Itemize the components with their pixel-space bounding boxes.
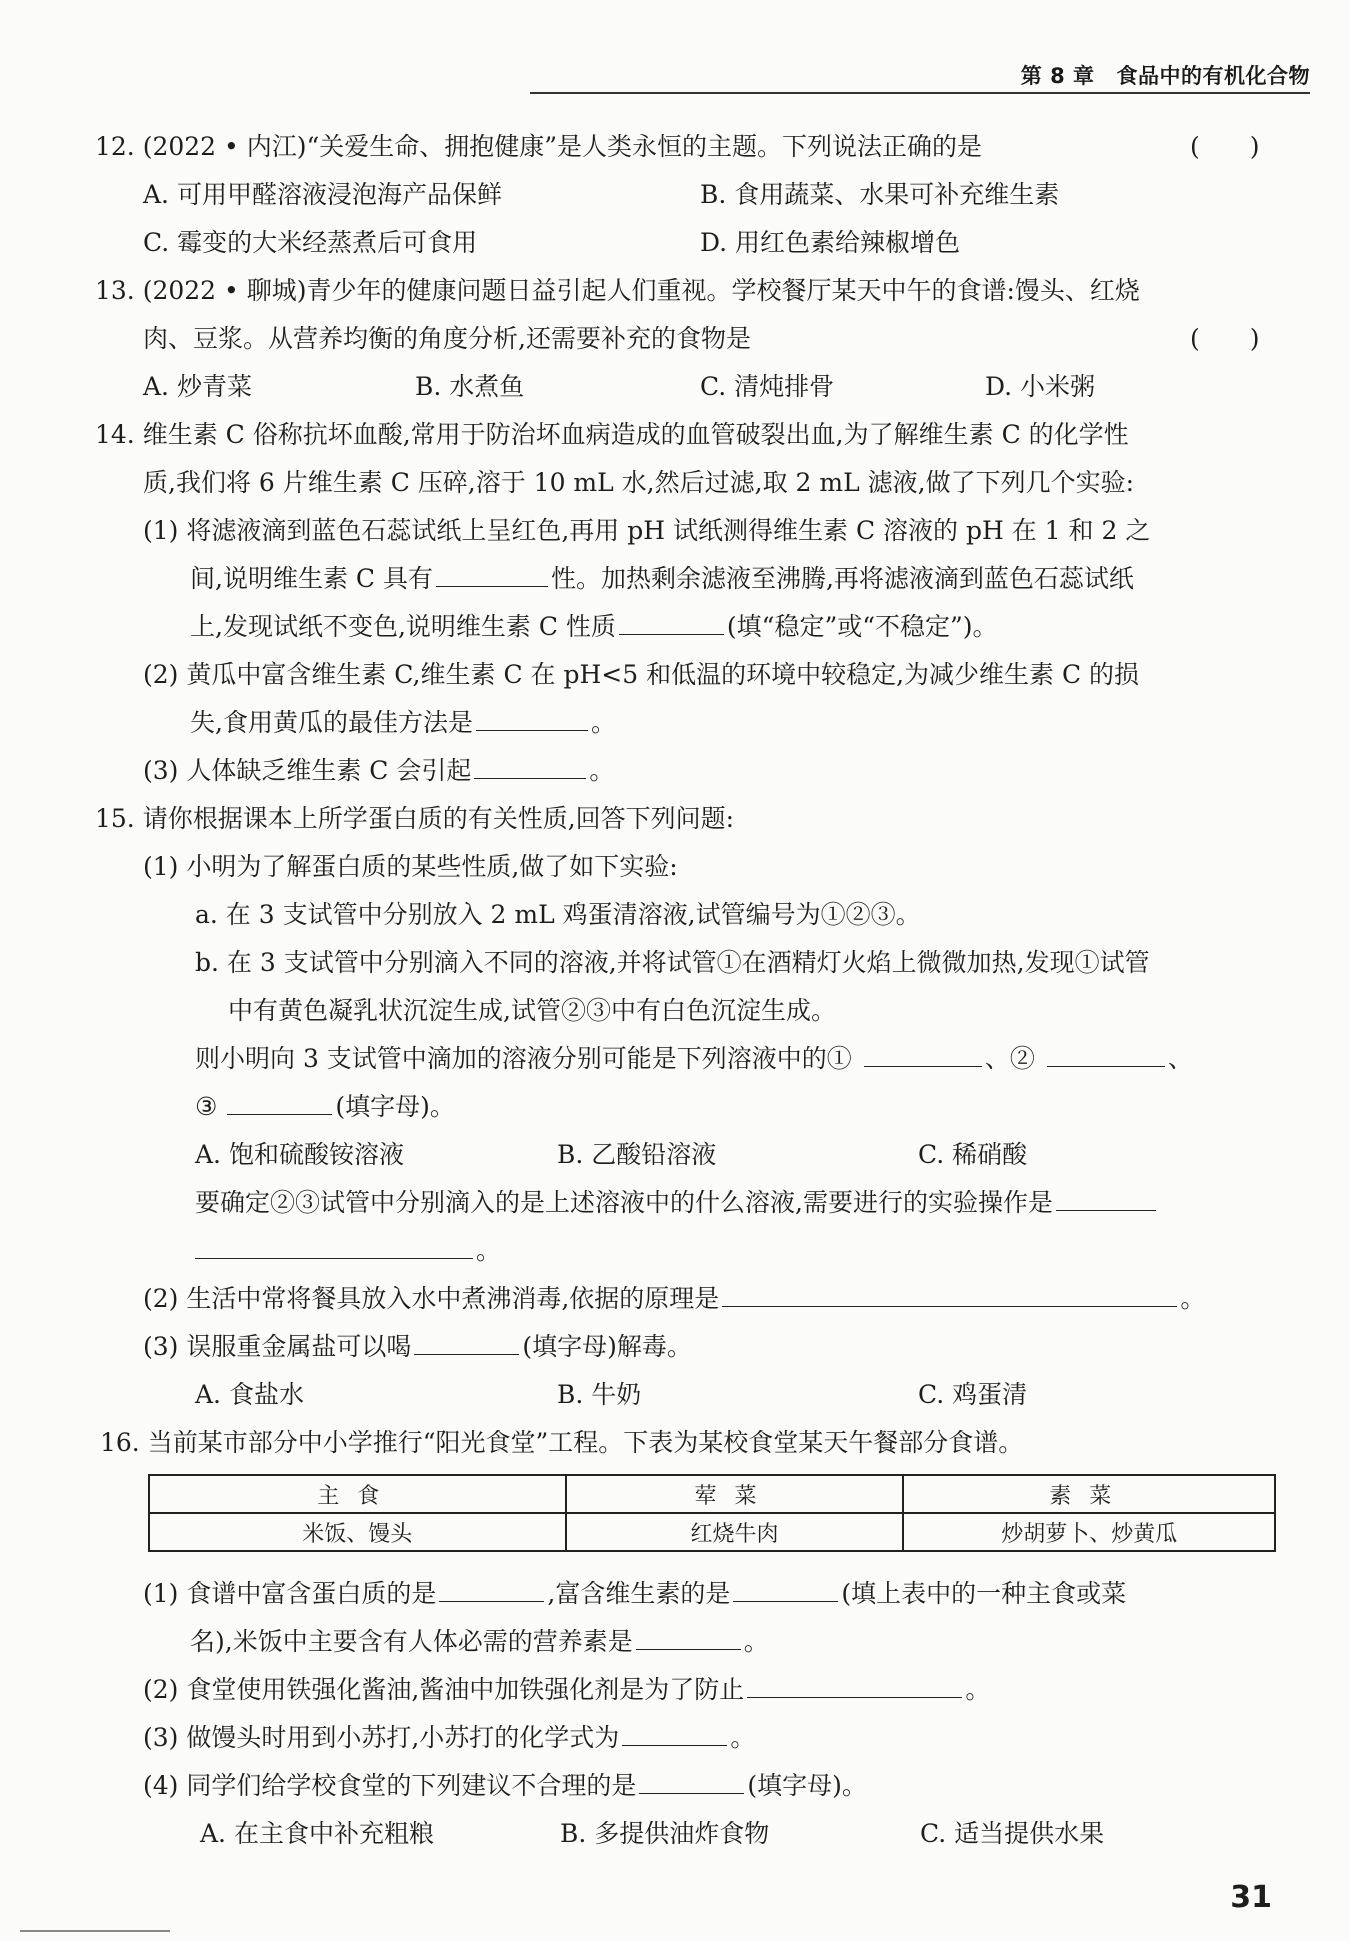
q13-option-c: C. 清炖排骨 [700, 372, 835, 401]
text: 、 [1167, 1044, 1193, 1073]
text: 。 [743, 1627, 769, 1656]
answer-blank[interactable] [439, 1577, 544, 1602]
menu-cell-staple: 米饭、馒头 [149, 1513, 566, 1551]
answer-blank[interactable] [414, 1330, 519, 1355]
text: 。 [476, 1236, 502, 1265]
q14-part2-line1: (2) 黄瓜中富含维生素 C,维生素 C 在 pH<5 和低温的环境中较稳定,为减少维生素 C 的损 [143, 660, 1140, 689]
text: (2) 生活中常将餐具放入水中煮沸消毒,依据的原理是 [143, 1284, 720, 1313]
menu-header-staple: 主食 [149, 1475, 566, 1513]
menu-header-meat: 荤菜 [566, 1475, 904, 1513]
chapter-header [1021, 60, 1310, 90]
q15-option-a: A. 饱和硫酸铵溶液 [195, 1140, 404, 1169]
answer-blank[interactable] [476, 706, 588, 731]
menu-table [148, 1474, 1276, 1552]
q13-option-d: D. 小米粥 [985, 372, 1096, 401]
answer-blank[interactable] [195, 1234, 473, 1259]
text: (3) 人体缺乏维生素 C 会引起 [143, 756, 472, 785]
q15-confirm-line1 [195, 1186, 1159, 1220]
q12-option-b: B. 食用蔬菜、水果可补充维生素 [700, 180, 1060, 209]
menu-cell-meat: 红烧牛肉 [566, 1513, 904, 1551]
answer-blank[interactable] [622, 1721, 727, 1746]
text: 。 [589, 756, 615, 785]
q15-option-b: B. 乙酸铅溶液 [557, 1140, 717, 1169]
q15-part1: (1) 小明为了解蛋白质的某些性质,做了如下实验: [143, 852, 678, 881]
q16-part1-line2 [190, 1625, 769, 1659]
q14-part1-line2 [190, 562, 1134, 596]
answer-blank[interactable] [227, 1090, 332, 1115]
text: (4) 同学们给学校食堂的下列建议不合理的是 [143, 1771, 637, 1800]
text: (填字母)。 [335, 1092, 455, 1121]
answer-blank[interactable] [733, 1577, 838, 1602]
header-rule [530, 92, 1310, 94]
text: 。 [590, 708, 616, 737]
menu-header-vegetable: 素菜 [903, 1475, 1275, 1513]
q15-then-line2 [195, 1090, 455, 1124]
answer-blank[interactable] [436, 562, 548, 587]
text: 则小明向 3 支试管中滴加的溶液分别可能是下列溶液中的① [195, 1044, 852, 1073]
text: ③ [195, 1092, 218, 1121]
footer-rule [20, 1930, 170, 1932]
q15-step-b-line2: 中有黄色凝乳状沉淀生成,试管②③中有白色沉淀生成。 [228, 996, 836, 1025]
q14-stem-line2: 质,我们将 6 片维生素 C 压碎,溶于 10 mL 水,然后过滤,取 2 mL 滤液,做了下列几个实验: [143, 468, 1134, 497]
q16-stem: 16. 当前某市部分中小学推行“阳光食堂”工程。下表为某校食堂某天午餐部分食谱。 [100, 1428, 1024, 1457]
text: (2) 食堂使用铁强化酱油,酱油中加铁强化剂是为了防止 [143, 1675, 745, 1704]
q15-part3 [143, 1330, 692, 1364]
text: (3) 误服重金属盐可以喝 [143, 1332, 412, 1361]
text: 。 [730, 1723, 756, 1752]
menu-table-header-row [149, 1475, 1275, 1513]
text: 上,发现试纸不变色,说明维生素 C 性质 [190, 612, 616, 641]
text: (3) 做馒头时用到小苏打,小苏打的化学式为 [143, 1723, 620, 1752]
text: 名),米饭中主要含有人体必需的营养素是 [190, 1627, 633, 1656]
q15-part2 [143, 1282, 1205, 1316]
text: (填字母)。 [747, 1771, 867, 1800]
text: ,富含维生素的是 [547, 1579, 731, 1608]
answer-blank[interactable] [1047, 1042, 1165, 1067]
answer-blank[interactable] [722, 1282, 1177, 1307]
page-number: 31 [1230, 1880, 1272, 1915]
text: (填上表中的一种主食或菜 [841, 1579, 1127, 1608]
q14-part1-line3 [190, 610, 998, 644]
text: 间,说明维生素 C 具有 [190, 564, 433, 593]
q13-stem-line1: 13. (2022 • 聊城)青少年的健康问题日益引起人们重视。学校餐厅某天中午的食谱:馒头、红烧 [95, 276, 1140, 305]
answer-blank[interactable] [1056, 1186, 1156, 1211]
q15-step-a: a. 在 3 支试管中分别放入 2 mL 鸡蛋清溶液,试管编号为①②③。 [195, 900, 921, 929]
text: (填“稳定”或“不稳定”)。 [726, 612, 998, 641]
q13-stem-line2: 肉、豆浆。从营养均衡的角度分析,还需要补充的食物是 [143, 324, 751, 353]
text: 性。加热剩余滤液至沸腾,再将滤液滴到蓝色石蕊试纸 [550, 564, 1134, 593]
text: 失,食用黄瓜的最佳方法是 [190, 708, 473, 737]
text: (1) 食谱中富含蛋白质的是 [143, 1579, 437, 1608]
q12-answer-paren: ( ) [1190, 132, 1260, 161]
q14-part1-line1: (1) 将滤液滴到蓝色石蕊试纸上呈红色,再用 pH 试纸测得维生素 C 溶液的 pH 在 1 和 2 之 [143, 516, 1151, 545]
chapter-title: 食品中的有机化合物 [1116, 64, 1310, 88]
text: 、② [984, 1044, 1035, 1073]
menu-cell-vegetable: 炒胡萝卜、炒黄瓜 [903, 1513, 1275, 1551]
q16-part1-line1 [143, 1577, 1126, 1611]
q15-part3-option-c: C. 鸡蛋清 [918, 1380, 1028, 1409]
q14-stem-line1: 14. 维生素 C 俗称抗坏血酸,常用于防治坏血病造成的血管破裂出血,为了解维生素 C 的化学性 [95, 420, 1129, 449]
q16-option-b: B. 多提供油炸食物 [560, 1819, 770, 1848]
q15-part3-option-b: B. 牛奶 [557, 1380, 642, 1409]
q12-option-d: D. 用红色素给辣椒增色 [700, 228, 961, 257]
q15-step-b-line1: b. 在 3 支试管中分别滴入不同的溶液,并将试管①在酒精灯火焰上微微加热,发现①试管 [195, 948, 1150, 977]
q15-part3-option-a: A. 食盐水 [195, 1380, 304, 1409]
q16-part3 [143, 1721, 755, 1755]
menu-table-row [149, 1513, 1275, 1551]
answer-blank[interactable] [619, 610, 724, 635]
q16-option-c: C. 适当提供水果 [920, 1819, 1105, 1848]
q12-option-c: C. 霉变的大米经蒸煮后可食用 [143, 228, 478, 257]
q14-part3 [143, 754, 614, 788]
answer-blank[interactable] [864, 1042, 982, 1067]
q15-then-line1 [195, 1042, 1193, 1076]
q15-confirm-line2 [195, 1234, 501, 1268]
q12-stem: 12. (2022 • 内江)“关爱生命、拥抱健康”是人类永恒的主题。下列说法正确的是 [95, 132, 983, 161]
answer-blank[interactable] [639, 1769, 744, 1794]
q13-option-b: B. 水煮鱼 [415, 372, 525, 401]
q12-option-a: A. 可用甲醛溶液浸泡海产品保鲜 [143, 180, 502, 209]
q16-part4 [143, 1769, 867, 1803]
text: 。 [965, 1675, 991, 1704]
q15-stem: 15. 请你根据课本上所学蛋白质的有关性质,回答下列问题: [95, 804, 735, 833]
chapter-number: 第 8 章 [1020, 64, 1095, 88]
q13-answer-paren: ( ) [1190, 324, 1260, 353]
q16-option-a: A. 在主食中补充粗粮 [200, 1819, 434, 1848]
answer-blank[interactable] [474, 754, 586, 779]
q16-part2 [143, 1673, 990, 1707]
answer-blank[interactable] [747, 1673, 962, 1698]
text: 要确定②③试管中分别滴入的是上述溶液中的什么溶液,需要进行的实验操作是 [195, 1188, 1053, 1217]
q14-part2-line2 [190, 706, 616, 740]
text: (填字母)解毒。 [522, 1332, 692, 1361]
text: 。 [1180, 1284, 1206, 1313]
q13-option-a: A. 炒青菜 [143, 372, 252, 401]
q15-option-c: C. 稀硝酸 [918, 1140, 1028, 1169]
answer-blank[interactable] [636, 1625, 741, 1650]
